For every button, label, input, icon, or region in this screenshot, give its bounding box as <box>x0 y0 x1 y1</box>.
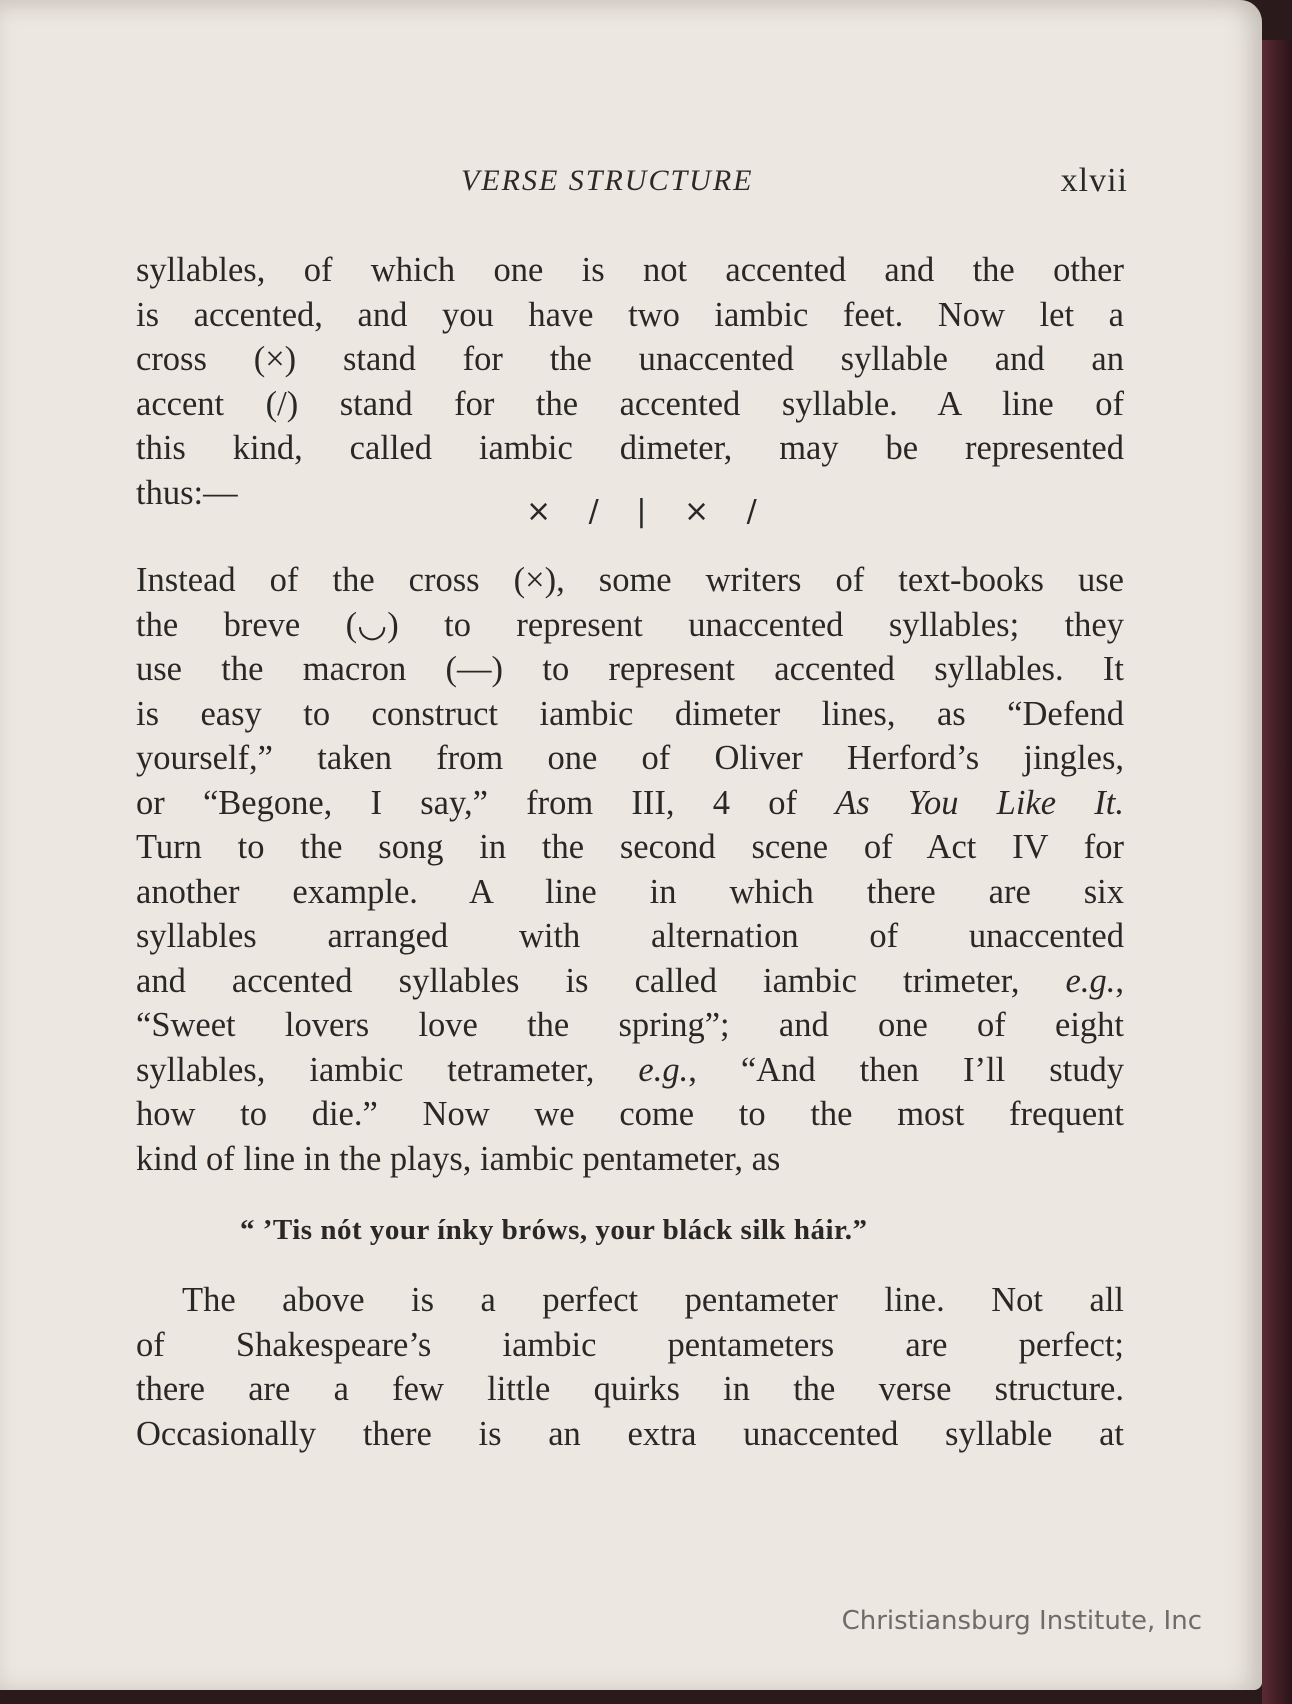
text-line: yourself,” taken from one of Oliver Herford’s jingles, <box>136 739 1124 777</box>
book-cover-edge <box>1262 40 1292 1704</box>
example-verse-line: “ ’Tis nót your ínky bróws, your bláck silk háir.” <box>240 1214 868 1246</box>
text-line: this kind, called iambic dimeter, may be represented <box>136 429 1124 467</box>
text-fragment: syllables, iambic tetrameter, <box>136 1050 639 1089</box>
text-line: thus:— <box>136 473 238 512</box>
text-line: the breve (◡) to represent unaccented syllables; they <box>136 605 1124 644</box>
text-line: Turn to the song in the second scene of Act IV for <box>136 828 1124 866</box>
text-line: “Sweet lovers love the spring”; and one of eight <box>136 1006 1124 1044</box>
text-line: of Shakespeare’s iambic pentameters are perfect; <box>136 1325 1124 1364</box>
text-line: accent (/) stand for the accented syllable. A line of <box>136 384 1124 423</box>
scansion-notation: × / | × / <box>526 494 771 529</box>
text-line <box>136 1048 1124 1093</box>
text-line: Instead of the cross (×), some writers of text-books use <box>136 561 1124 599</box>
text-line: is accented, and you have two iambic feet. Now let a <box>136 295 1124 334</box>
text-line: syllables, of which one is not accented and the other <box>136 251 1124 289</box>
text-line <box>136 959 1124 1004</box>
text-line: how to die.” Now we come to the most frequent <box>136 1095 1124 1133</box>
text-line: cross (×) stand for the unaccented syllable and an <box>136 340 1124 378</box>
text-line: The above is a perfect pentameter line. Not all <box>182 1281 1124 1319</box>
text-line: Occasionally there is an extra unaccented syllable at <box>136 1414 1124 1453</box>
text-line: kind of line in the plays, iambic pentameter, as <box>136 1139 781 1178</box>
watermark: Christiansburg Institute, Inc <box>841 1606 1202 1636</box>
text-line: syllables arranged with alternation of unaccented <box>136 917 1124 955</box>
text-fragment: , <box>1115 961 1124 1000</box>
text-line: there are a few little quirks in the verse structure. <box>136 1370 1124 1408</box>
text-line: another example. A line in which there are six <box>136 872 1124 911</box>
text-fragment: or “Begone, I say,” from III, 4 of <box>136 783 836 822</box>
abbreviation: e.g. <box>638 1050 689 1089</box>
paragraph-3 <box>136 1278 1124 1456</box>
text-line <box>136 781 1124 826</box>
play-title: As You Like It. <box>835 783 1124 822</box>
text-line: use the macron (—) to represent accented syllables. It <box>136 650 1124 688</box>
text-line: is easy to construct iambic dimeter lines, as “Defend <box>136 694 1124 733</box>
running-head-title: VERSE STRUCTURE <box>461 164 754 197</box>
running-head <box>136 160 1128 208</box>
text-fragment: and accented syllables is called iambic trimeter, <box>136 961 1066 1000</box>
paragraph-1 <box>136 248 1124 515</box>
text-fragment: , “And then I’ll study <box>688 1050 1124 1089</box>
page-number: xlvii <box>1060 162 1128 199</box>
abbreviation: e.g. <box>1065 961 1116 1000</box>
paragraph-2 <box>136 558 1124 1181</box>
